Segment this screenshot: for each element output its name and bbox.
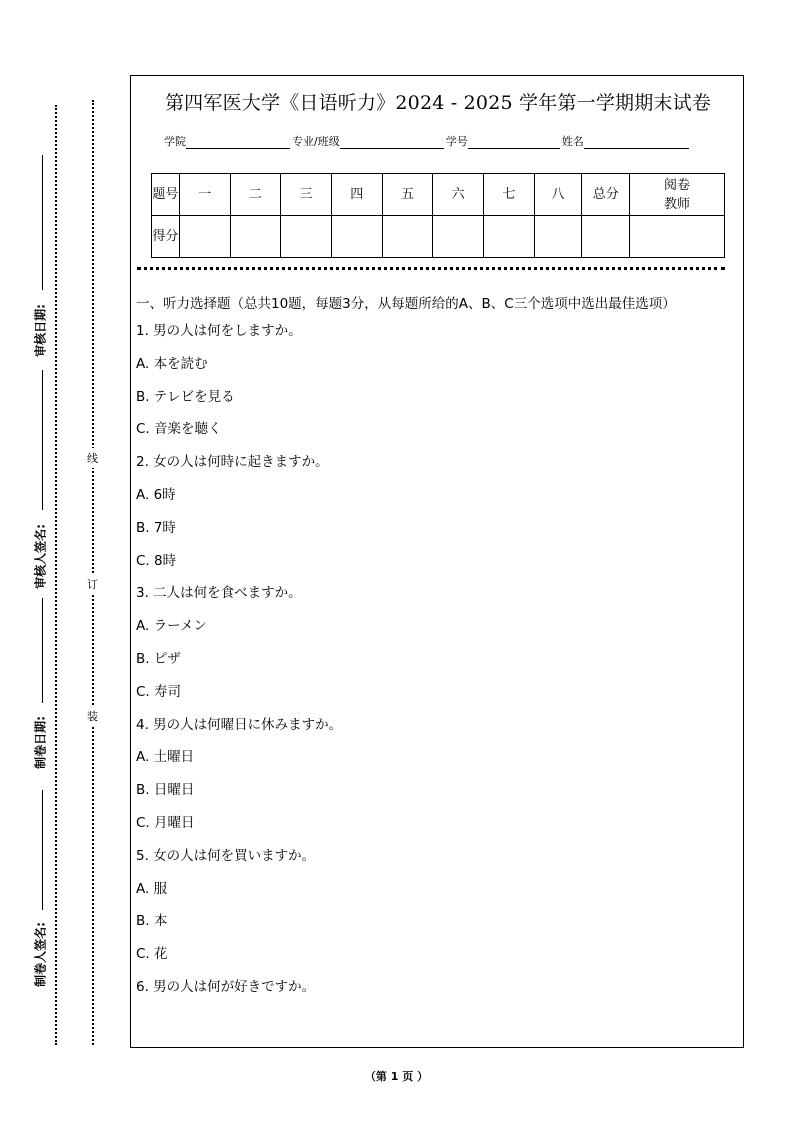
col-7: 七 (484, 174, 535, 216)
section-listening-choice (136, 293, 736, 1009)
option-5c: C. 花 (136, 946, 168, 963)
option-3c: C. 寿司 (136, 683, 182, 700)
score-table-header-row (152, 174, 725, 216)
question-6: 6. 男の人は何が好きですか。 (136, 978, 316, 995)
exam-title: 第四军医大学《日语听力》2024 - 2025 学年第一学期期末试卷 (164, 92, 712, 114)
name-label: 姓名 (561, 135, 584, 148)
score-cell-3[interactable] (281, 216, 332, 258)
col-1: 一 (179, 174, 230, 216)
score-cell-8[interactable] (534, 216, 582, 258)
option-2b: B. 7時 (136, 519, 176, 536)
col-6: 六 (433, 174, 484, 216)
question-5: 5. 女の人は何を買いますか。 (136, 847, 316, 864)
major-label: 专业/班级 (292, 135, 340, 148)
name-field[interactable] (584, 136, 689, 149)
maker-signature-label: 制卷人签名: (33, 922, 48, 987)
row-label-question-no: 题号 (152, 174, 180, 216)
option-4c: C. 月曜日 (136, 814, 195, 831)
review-date-blank[interactable] (42, 155, 43, 290)
make-date-label: 制卷日期: (33, 716, 48, 769)
binding-dotted-line-inner (92, 100, 94, 1045)
question-3: 3. 二人は何を食べますか。 (136, 585, 302, 602)
score-cell-2[interactable] (230, 216, 281, 258)
score-cell-grader[interactable] (630, 216, 725, 258)
score-table (151, 173, 725, 258)
reviewer-signature-blank[interactable] (42, 370, 43, 510)
score-cell-4[interactable] (331, 216, 382, 258)
col-2: 二 (230, 174, 281, 216)
score-cell-total[interactable] (582, 216, 630, 258)
option-2c: C. 8時 (136, 552, 177, 569)
student-no-field[interactable] (468, 136, 560, 149)
page-number: （第 1 页 ） (364, 1070, 429, 1083)
reviewer-signature-label: 审核人签名: (33, 524, 48, 589)
option-5b: B. 本 (136, 913, 168, 930)
col-4: 四 (331, 174, 382, 216)
option-5a: A. 服 (136, 880, 168, 897)
binding-margin (0, 0, 125, 1122)
score-cell-6[interactable] (433, 216, 484, 258)
maker-signature-blank[interactable] (42, 790, 43, 910)
col-5: 五 (382, 174, 433, 216)
review-date-label: 审核日期: (33, 304, 48, 357)
make-date-blank[interactable] (42, 598, 43, 703)
option-4b: B. 日曜日 (136, 782, 195, 799)
option-3a: A. ラーメン (136, 618, 207, 635)
score-table-score-row (152, 216, 725, 258)
student-info-row (164, 133, 691, 149)
option-1c: C. 音楽を聴く (136, 421, 222, 438)
exam-frame (130, 75, 744, 1048)
binding-char-order: 订 (87, 574, 98, 594)
question-1: 1. 男の人は何をしますか。 (136, 323, 302, 339)
row-label-score: 得分 (152, 216, 180, 258)
option-4a: A. 土曜日 (136, 749, 195, 766)
dotted-separator (137, 267, 725, 270)
col-8: 八 (534, 174, 582, 216)
col-grader: 阅卷教师 (630, 174, 725, 216)
option-2a: A. 6時 (136, 486, 176, 503)
option-1b: B. テレビを見る (136, 388, 235, 405)
major-field[interactable] (340, 136, 444, 149)
binding-char-bind: 装 (87, 706, 98, 726)
binding-char-line: 线 (87, 448, 98, 468)
question-4: 4. 男の人は何曜日に休みますか。 (136, 716, 343, 733)
question-2: 2. 女の人は何時に起きますか。 (136, 454, 329, 471)
college-label: 学院 (164, 135, 186, 148)
col-total: 总分 (582, 174, 630, 216)
option-3b: B. ピザ (136, 650, 181, 667)
option-1a: A. 本を読む (136, 355, 208, 372)
score-cell-7[interactable] (484, 216, 535, 258)
college-field[interactable] (186, 136, 290, 149)
student-no-label: 学号 (445, 135, 468, 148)
binding-dotted-line-outer (55, 105, 57, 1045)
score-cell-1[interactable] (179, 216, 230, 258)
section-heading: 一、听力选择题（总共10题，每题3分，从每题所给的A、B、C三个选项中选出最佳选项） (136, 296, 676, 312)
score-cell-5[interactable] (382, 216, 433, 258)
col-3: 三 (281, 174, 332, 216)
